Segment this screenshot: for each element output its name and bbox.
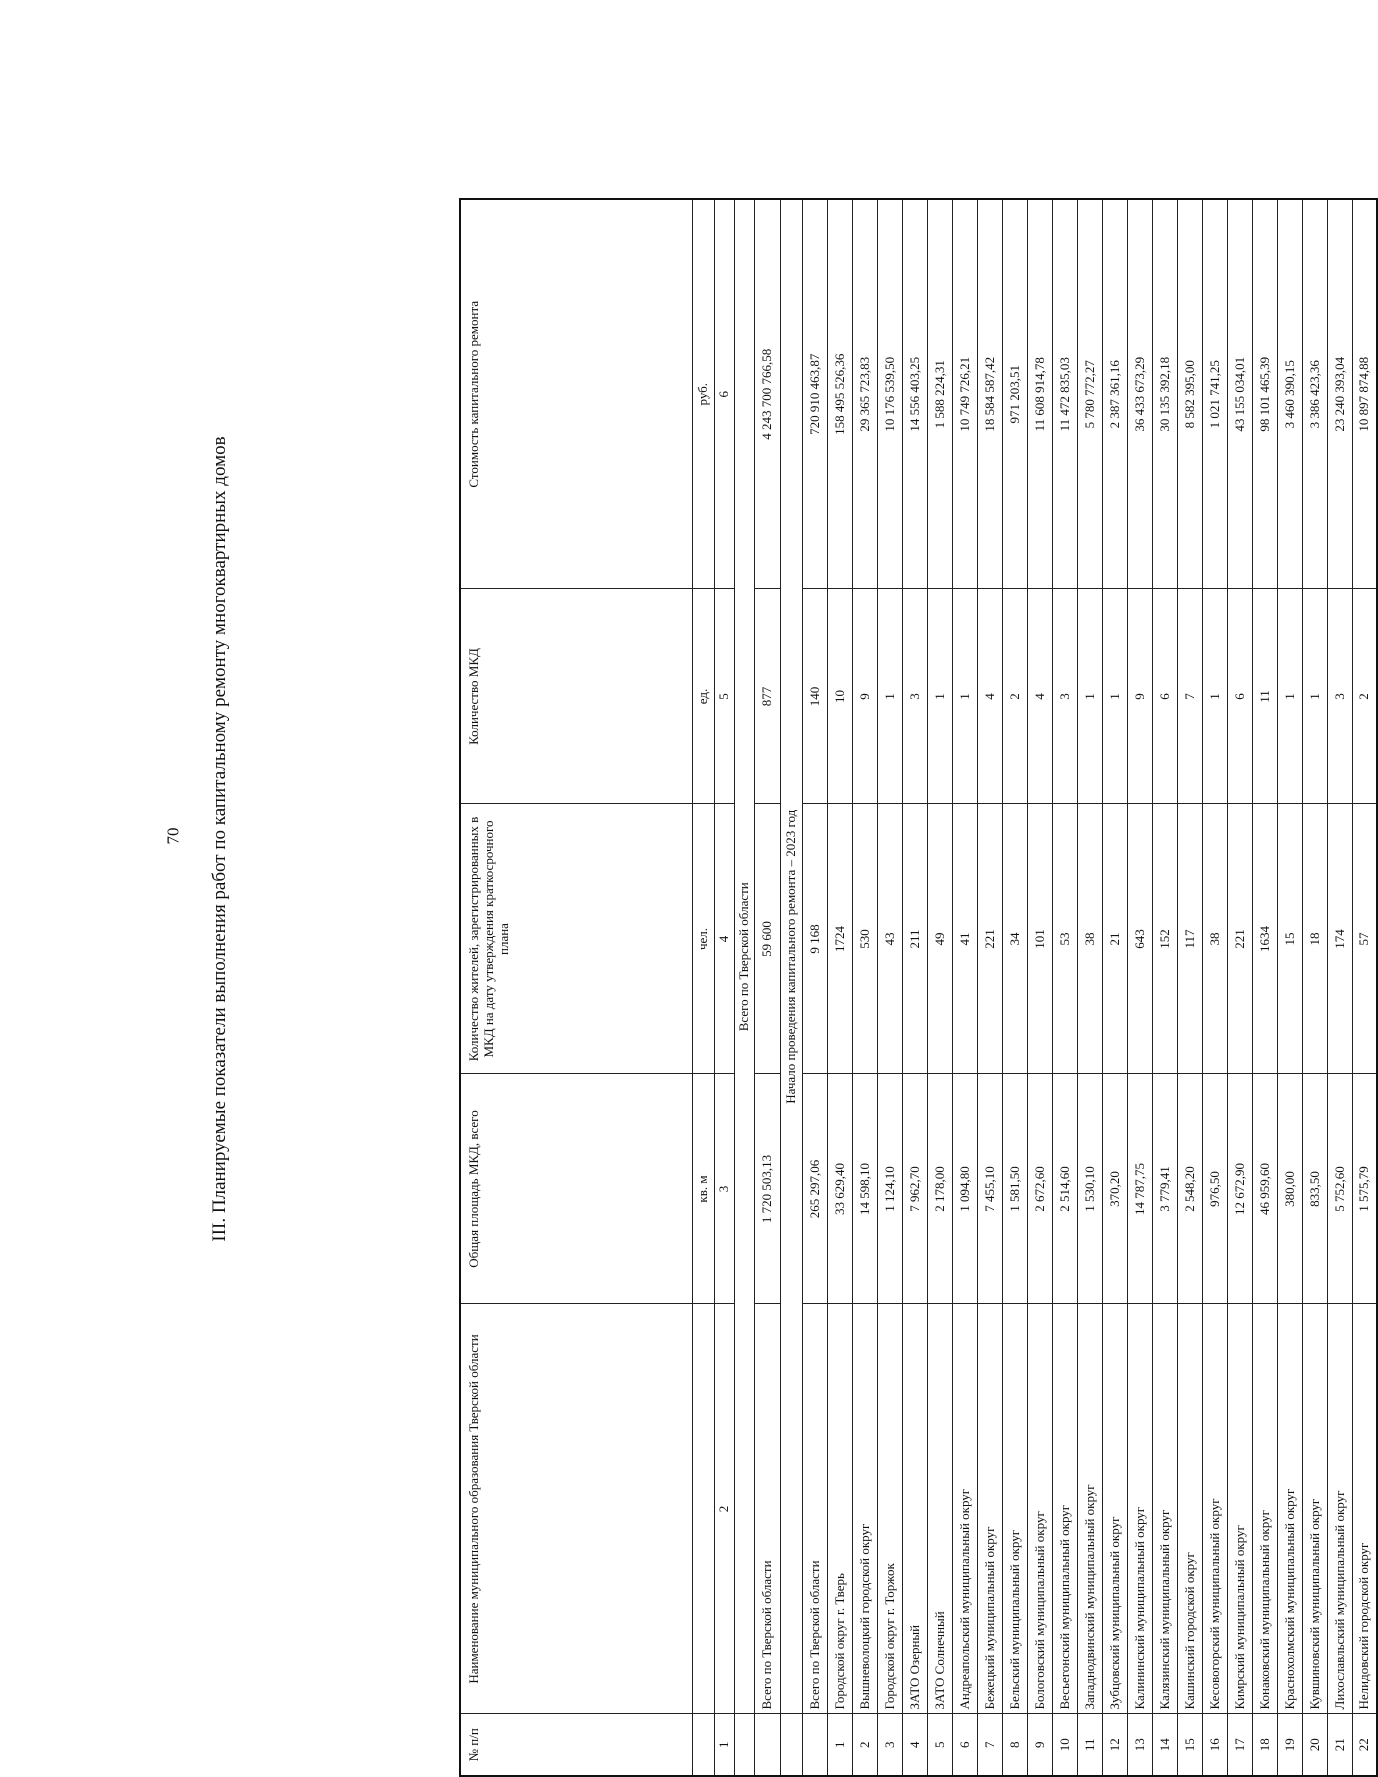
row-num: 4 <box>902 1714 927 1776</box>
row-area: 1 124,10 <box>877 1074 902 1304</box>
row-area: 2 514,60 <box>1052 1074 1077 1304</box>
row-num: 8 <box>1002 1714 1027 1776</box>
table-row <box>1002 199 1027 1776</box>
row-area: 976,50 <box>1202 1074 1227 1304</box>
row-residents: 101 <box>1027 804 1052 1074</box>
table-row <box>1352 199 1377 1776</box>
row-cost: 14 556 403,25 <box>902 199 927 589</box>
row-name: Кувшиновский муниципальный округ <box>1302 1304 1327 1714</box>
table-row <box>1302 199 1327 1776</box>
row-num: 7 <box>977 1714 1002 1776</box>
column-index: 4 <box>714 804 734 1074</box>
row-num: 5 <box>927 1714 952 1776</box>
row-num: 2 <box>852 1714 877 1776</box>
row-area: 5 752,60 <box>1327 1074 1352 1304</box>
section-total-label: Всего по Тверской области <box>734 199 754 1714</box>
table-row <box>1152 199 1177 1776</box>
row-cost: 98 101 465,39 <box>1252 199 1277 589</box>
capital-repair-table <box>459 198 1378 1777</box>
row-area: 380,00 <box>1277 1074 1302 1304</box>
row-name: Бельский муниципальный округ <box>1002 1304 1027 1714</box>
section-year-row <box>780 199 802 1776</box>
row-area: 1 530,10 <box>1077 1074 1102 1304</box>
row-num: 18 <box>1252 1714 1277 1776</box>
header-num: № п/п <box>460 1714 692 1776</box>
row-count: 1 <box>1102 589 1127 804</box>
units-residents: чел. <box>692 804 714 1074</box>
row-count: 3 <box>1327 589 1352 804</box>
column-index: 1 <box>714 1714 734 1776</box>
row-cost: 36 433 673,29 <box>1127 199 1152 589</box>
row-num: 9 <box>1027 1714 1052 1776</box>
row-cost: 11 472 835,03 <box>1052 199 1077 589</box>
year-total-cost: 720 910 463,87 <box>802 199 827 589</box>
row-count: 2 <box>1352 589 1377 804</box>
row-cost: 29 365 723,83 <box>852 199 877 589</box>
header-area: Общая площадь МКД, всего <box>460 1074 692 1304</box>
row-area: 7 962,70 <box>902 1074 927 1304</box>
row-residents: 221 <box>977 804 1002 1074</box>
row-num: 16 <box>1202 1714 1227 1776</box>
row-cost: 1 588 224,31 <box>927 199 952 589</box>
row-num: 12 <box>1102 1714 1127 1776</box>
table-row <box>1227 199 1252 1776</box>
row-residents: 38 <box>1202 804 1227 1074</box>
rotated-table-container <box>459 200 1371 1777</box>
row-name: Кесовогорский муниципальный округ <box>1202 1304 1227 1714</box>
row-name: Бежецкий муниципальный округ <box>977 1304 1002 1714</box>
row-name: Городской округ г. Торжок <box>877 1304 902 1714</box>
row-count: 1 <box>1202 589 1227 804</box>
row-count: 4 <box>977 589 1002 804</box>
row-area: 833,50 <box>1302 1074 1327 1304</box>
row-cost: 11 608 914,78 <box>1027 199 1052 589</box>
row-residents: 117 <box>1177 804 1202 1074</box>
row-cost: 18 584 587,42 <box>977 199 1002 589</box>
year-total-num <box>802 1714 827 1776</box>
row-name: Калязинский муниципальный округ <box>1152 1304 1177 1714</box>
grand-total-residents: 59 600 <box>754 804 780 1074</box>
row-name: Весьегонский муниципальный округ <box>1052 1304 1077 1714</box>
row-cost: 23 240 393,04 <box>1327 199 1352 589</box>
row-count: 1 <box>877 589 902 804</box>
row-count: 6 <box>1227 589 1252 804</box>
row-count: 9 <box>1127 589 1152 804</box>
row-name: Нелидовский городской округ <box>1352 1304 1377 1714</box>
row-area: 7 455,10 <box>977 1074 1002 1304</box>
row-num: 3 <box>877 1714 902 1776</box>
row-num: 17 <box>1227 1714 1252 1776</box>
row-cost: 1 021 741,25 <box>1202 199 1227 589</box>
column-index: 3 <box>714 1074 734 1304</box>
table-row <box>852 199 877 1776</box>
row-name: Городской округ г. Тверь <box>827 1304 852 1714</box>
row-name: Андреапольский муниципальный округ <box>952 1304 977 1714</box>
row-name: Бологовский муниципальный округ <box>1027 1304 1052 1714</box>
row-num: 13 <box>1127 1714 1152 1776</box>
grand-total-num <box>754 1714 780 1776</box>
row-residents: 53 <box>1052 804 1077 1074</box>
row-count: 7 <box>1177 589 1202 804</box>
row-num: 1 <box>827 1714 852 1776</box>
row-cost: 10 176 539,50 <box>877 199 902 589</box>
row-residents: 1634 <box>1252 804 1277 1074</box>
grand-total-area: 1 720 503,13 <box>754 1074 780 1304</box>
table-row <box>1102 199 1127 1776</box>
document-title: III. Планируемые показатели выполнения работ по капитальному ремонту многоквартирных домов <box>209 436 230 1242</box>
row-cost: 3 386 423,36 <box>1302 199 1327 589</box>
row-residents: 174 <box>1327 804 1352 1074</box>
row-area: 46 959,60 <box>1252 1074 1277 1304</box>
row-name: ЗАТО Солнечный <box>927 1304 952 1714</box>
row-cost: 10 897 874,88 <box>1352 199 1377 589</box>
row-area: 1 581,50 <box>1002 1074 1027 1304</box>
year-total-area: 265 297,06 <box>802 1074 827 1304</box>
row-count: 1 <box>1077 589 1102 804</box>
table-row <box>827 199 852 1776</box>
units-count: ед. <box>692 589 714 804</box>
units-area: кв. м <box>692 1074 714 1304</box>
row-area: 370,20 <box>1102 1074 1127 1304</box>
row-count: 3 <box>902 589 927 804</box>
row-area: 14 787,75 <box>1127 1074 1152 1304</box>
row-residents: 21 <box>1102 804 1127 1074</box>
row-residents: 530 <box>852 804 877 1074</box>
table-row <box>877 199 902 1776</box>
section-total-row <box>734 199 754 1776</box>
table-row <box>1252 199 1277 1776</box>
table-row <box>1077 199 1102 1776</box>
row-residents: 34 <box>1002 804 1027 1074</box>
table-row <box>952 199 977 1776</box>
year-total-count: 140 <box>802 589 827 804</box>
row-area: 2 178,00 <box>927 1074 952 1304</box>
grand-total-row <box>754 199 780 1776</box>
row-area: 1 575,79 <box>1352 1074 1377 1304</box>
row-name: Калининский муниципальный округ <box>1127 1304 1152 1714</box>
table-row <box>1177 199 1202 1776</box>
row-name: Кимрский муниципальный округ <box>1227 1304 1252 1714</box>
row-name: Лихославльский муниципальный округ <box>1327 1304 1352 1714</box>
section-spacer <box>780 1714 802 1776</box>
row-num: 11 <box>1077 1714 1102 1776</box>
row-area: 14 598,10 <box>852 1074 877 1304</box>
row-name: Конаковский муниципальный округ <box>1252 1304 1277 1714</box>
year-total-name: Всего по Тверской области <box>802 1304 827 1714</box>
row-count: 1 <box>1302 589 1327 804</box>
section-year-label: Начало проведения капитального ремонта – 2023 год <box>780 199 802 1714</box>
row-count: 4 <box>1027 589 1052 804</box>
row-residents: 15 <box>1277 804 1302 1074</box>
row-residents: 43 <box>877 804 902 1074</box>
grand-total-name: Всего по Тверской области <box>754 1304 780 1714</box>
row-area: 12 672,90 <box>1227 1074 1252 1304</box>
row-num: 6 <box>952 1714 977 1776</box>
row-residents: 152 <box>1152 804 1177 1074</box>
row-area: 2 548,20 <box>1177 1074 1202 1304</box>
row-num: 21 <box>1327 1714 1352 1776</box>
units-num <box>692 1714 714 1776</box>
grand-total-count: 877 <box>754 589 780 804</box>
header-residents: Количество жителей, зарегистрированных в МКД на дату утверждения краткосрочного плана <box>460 804 692 1074</box>
row-num: 20 <box>1302 1714 1327 1776</box>
row-residents: 38 <box>1077 804 1102 1074</box>
header-name: Наименование муниципального образования Тверской области <box>460 1304 692 1714</box>
row-area: 2 672,60 <box>1027 1074 1052 1304</box>
row-cost: 43 155 034,01 <box>1227 199 1252 589</box>
row-cost: 10 749 726,21 <box>952 199 977 589</box>
row-count: 11 <box>1252 589 1277 804</box>
row-cost: 158 495 526,36 <box>827 199 852 589</box>
row-num: 22 <box>1352 1714 1377 1776</box>
table-row <box>1202 199 1227 1776</box>
row-name: ЗАТО Озерный <box>902 1304 927 1714</box>
row-name: Краснохолмский муниципальный округ <box>1277 1304 1302 1714</box>
units-name <box>692 1304 714 1714</box>
row-name: Кашинский городской округ <box>1177 1304 1202 1714</box>
table-row <box>1327 199 1352 1776</box>
row-area: 33 629,40 <box>827 1074 852 1304</box>
units-row <box>692 199 714 1776</box>
row-num: 10 <box>1052 1714 1077 1776</box>
data-rows <box>827 199 1377 1776</box>
header-row <box>460 199 692 1776</box>
row-cost: 8 582 395,00 <box>1177 199 1202 589</box>
row-num: 14 <box>1152 1714 1177 1776</box>
year-total-residents: 9 168 <box>802 804 827 1074</box>
page-number: 70 <box>163 827 183 845</box>
column-index: 6 <box>714 199 734 589</box>
row-cost: 30 135 392,18 <box>1152 199 1177 589</box>
row-name: Вышневолоцкий городской округ <box>852 1304 877 1714</box>
row-count: 1 <box>927 589 952 804</box>
row-residents: 221 <box>1227 804 1252 1074</box>
table-row <box>977 199 1002 1776</box>
row-count: 10 <box>827 589 852 804</box>
year-total-row <box>802 199 827 1776</box>
section-spacer <box>734 1714 754 1776</box>
row-residents: 1724 <box>827 804 852 1074</box>
header-cost: Стоимость капитального ремонта <box>460 199 692 589</box>
row-name: Зубцовский муниципальный округ <box>1102 1304 1127 1714</box>
row-cost: 3 460 390,15 <box>1277 199 1302 589</box>
row-count: 3 <box>1052 589 1077 804</box>
row-cost: 971 203,51 <box>1002 199 1027 589</box>
table-row <box>1127 199 1152 1776</box>
row-count: 1 <box>952 589 977 804</box>
grand-total-cost: 4 243 700 766,58 <box>754 199 780 589</box>
row-residents: 57 <box>1352 804 1377 1074</box>
row-num: 19 <box>1277 1714 1302 1776</box>
table-row <box>902 199 927 1776</box>
row-num: 15 <box>1177 1714 1202 1776</box>
column-index: 5 <box>714 589 734 804</box>
table-row <box>927 199 952 1776</box>
row-residents: 18 <box>1302 804 1327 1074</box>
row-count: 6 <box>1152 589 1177 804</box>
row-count: 9 <box>852 589 877 804</box>
column-index-row <box>714 199 734 1776</box>
row-residents: 49 <box>927 804 952 1074</box>
units-cost: руб. <box>692 199 714 589</box>
row-cost: 2 387 361,16 <box>1102 199 1127 589</box>
row-residents: 211 <box>902 804 927 1074</box>
row-residents: 41 <box>952 804 977 1074</box>
row-name: Западнодвинский муниципальный округ <box>1077 1304 1102 1714</box>
table-row <box>1027 199 1052 1776</box>
row-residents: 643 <box>1127 804 1152 1074</box>
table-row <box>1052 199 1077 1776</box>
row-cost: 5 780 772,27 <box>1077 199 1102 589</box>
row-area: 1 094,80 <box>952 1074 977 1304</box>
table-row <box>1277 199 1302 1776</box>
row-area: 3 779,41 <box>1152 1074 1177 1304</box>
header-count: Количество МКД <box>460 589 692 804</box>
row-count: 2 <box>1002 589 1027 804</box>
column-index: 2 <box>714 1304 734 1714</box>
row-count: 1 <box>1277 589 1302 804</box>
